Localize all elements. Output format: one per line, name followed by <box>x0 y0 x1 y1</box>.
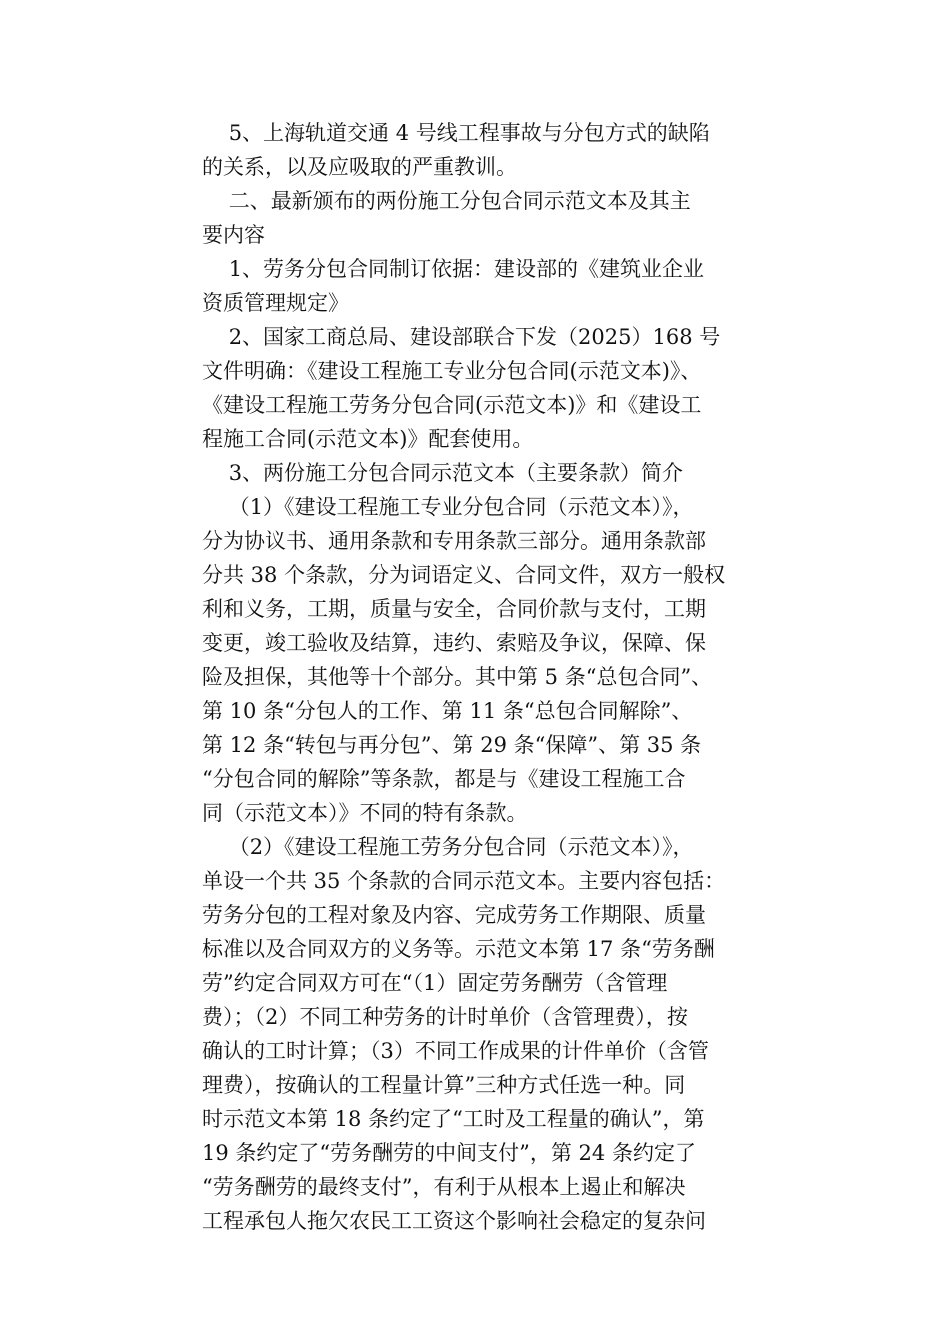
text-line: 变更，竣工验收及结算，违约、索赔及争议，保障、保 <box>202 631 706 655</box>
text-line: 第 10 条“分包人的工作、第 11 条“总包合同解除”、 <box>202 699 693 723</box>
text-line: 要内容 <box>202 223 265 247</box>
text-line: 程施工合同(示范文本)》配套使用。 <box>202 427 534 451</box>
text-line: “劳务酬劳的最终支付”，有利于从根本上遏止和解决 <box>202 1175 686 1199</box>
text-line: 资质管理规定》 <box>202 291 349 315</box>
text-line: 利和义务，工期，质量与安全，合同价款与支付，工期 <box>202 597 706 621</box>
text-line: 文件明确：《建设工程施工专业分包合同(示范文本)》、 <box>202 359 702 383</box>
text-line: 第 12 条“转包与再分包”、第 29 条“保障”、第 35 条 <box>202 733 702 757</box>
text-line: 时示范文本第 18 条约定了“工时及工程量的确认”，第 <box>202 1107 705 1131</box>
text-line: 标准以及合同双方的义务等。示范文本第 17 条“劳务酬 <box>202 937 715 961</box>
text-line: 工程承包人拖欠农民工工资这个影响社会稳定的复杂问 <box>202 1209 706 1233</box>
text-line: 《建设工程施工劳务分包合同(示范文本)》和《建设工 <box>202 393 702 417</box>
text-line: （1）《建设工程施工专业分包合同（示范文本）》， <box>202 495 694 519</box>
text-line: 的关系，以及应吸取的严重教训。 <box>202 155 517 179</box>
text-line: 费）；（2）不同工种劳务的计时单价（含管理费），按 <box>202 1005 688 1029</box>
text-line: 劳”约定合同双方可在“（1）固定劳务酬劳（含管理 <box>202 971 668 995</box>
text-line: 2、国家工商总局、建设部联合下发（2025）168 号 <box>202 325 721 349</box>
text-line: “分包合同的解除”等条款，都是与《建设工程施工合 <box>202 767 686 791</box>
text-line: 5、上海轨道交通 4 号线工程事故与分包方式的缺陷 <box>202 121 710 145</box>
text-line: 3、两份施工分包合同示范文本（主要条款）简介 <box>202 461 684 485</box>
text-line: 险及担保，其他等十个部分。其中第 5 条“总包合同”、 <box>202 665 713 689</box>
text-line: 劳务分包的工程对象及内容、完成劳务工作期限、质量 <box>202 903 706 927</box>
text-line: 19 条约定了“劳务酬劳的中间支付”，第 24 条约定了 <box>202 1141 696 1165</box>
text-line: 单设一个共 35 个条款的合同示范文本。主要内容包括： <box>202 869 726 893</box>
text-line: 分为协议书、通用条款和专用条款三部分。通用条款部 <box>202 529 706 553</box>
text-line: 分共 38 个条款，分为词语定义、合同文件，双方一般权 <box>202 563 726 587</box>
text-line: 同（示范文本）》不同的特有条款。 <box>202 801 528 825</box>
text-line: 理费），按确认的工程量计算”三种方式任选一种。同 <box>202 1073 686 1097</box>
text-line: 二、最新颁布的两份施工分包合同示范文本及其主 <box>202 189 691 213</box>
text-line: （2）《建设工程施工劳务分包合同（示范文本）》， <box>202 835 694 859</box>
text-line: 1、劳务分包合同制订依据：建设部的《建筑业企业 <box>202 257 705 281</box>
text-line: 确认的工时计算；（3）不同工作成果的计件单价（含管 <box>202 1039 709 1063</box>
